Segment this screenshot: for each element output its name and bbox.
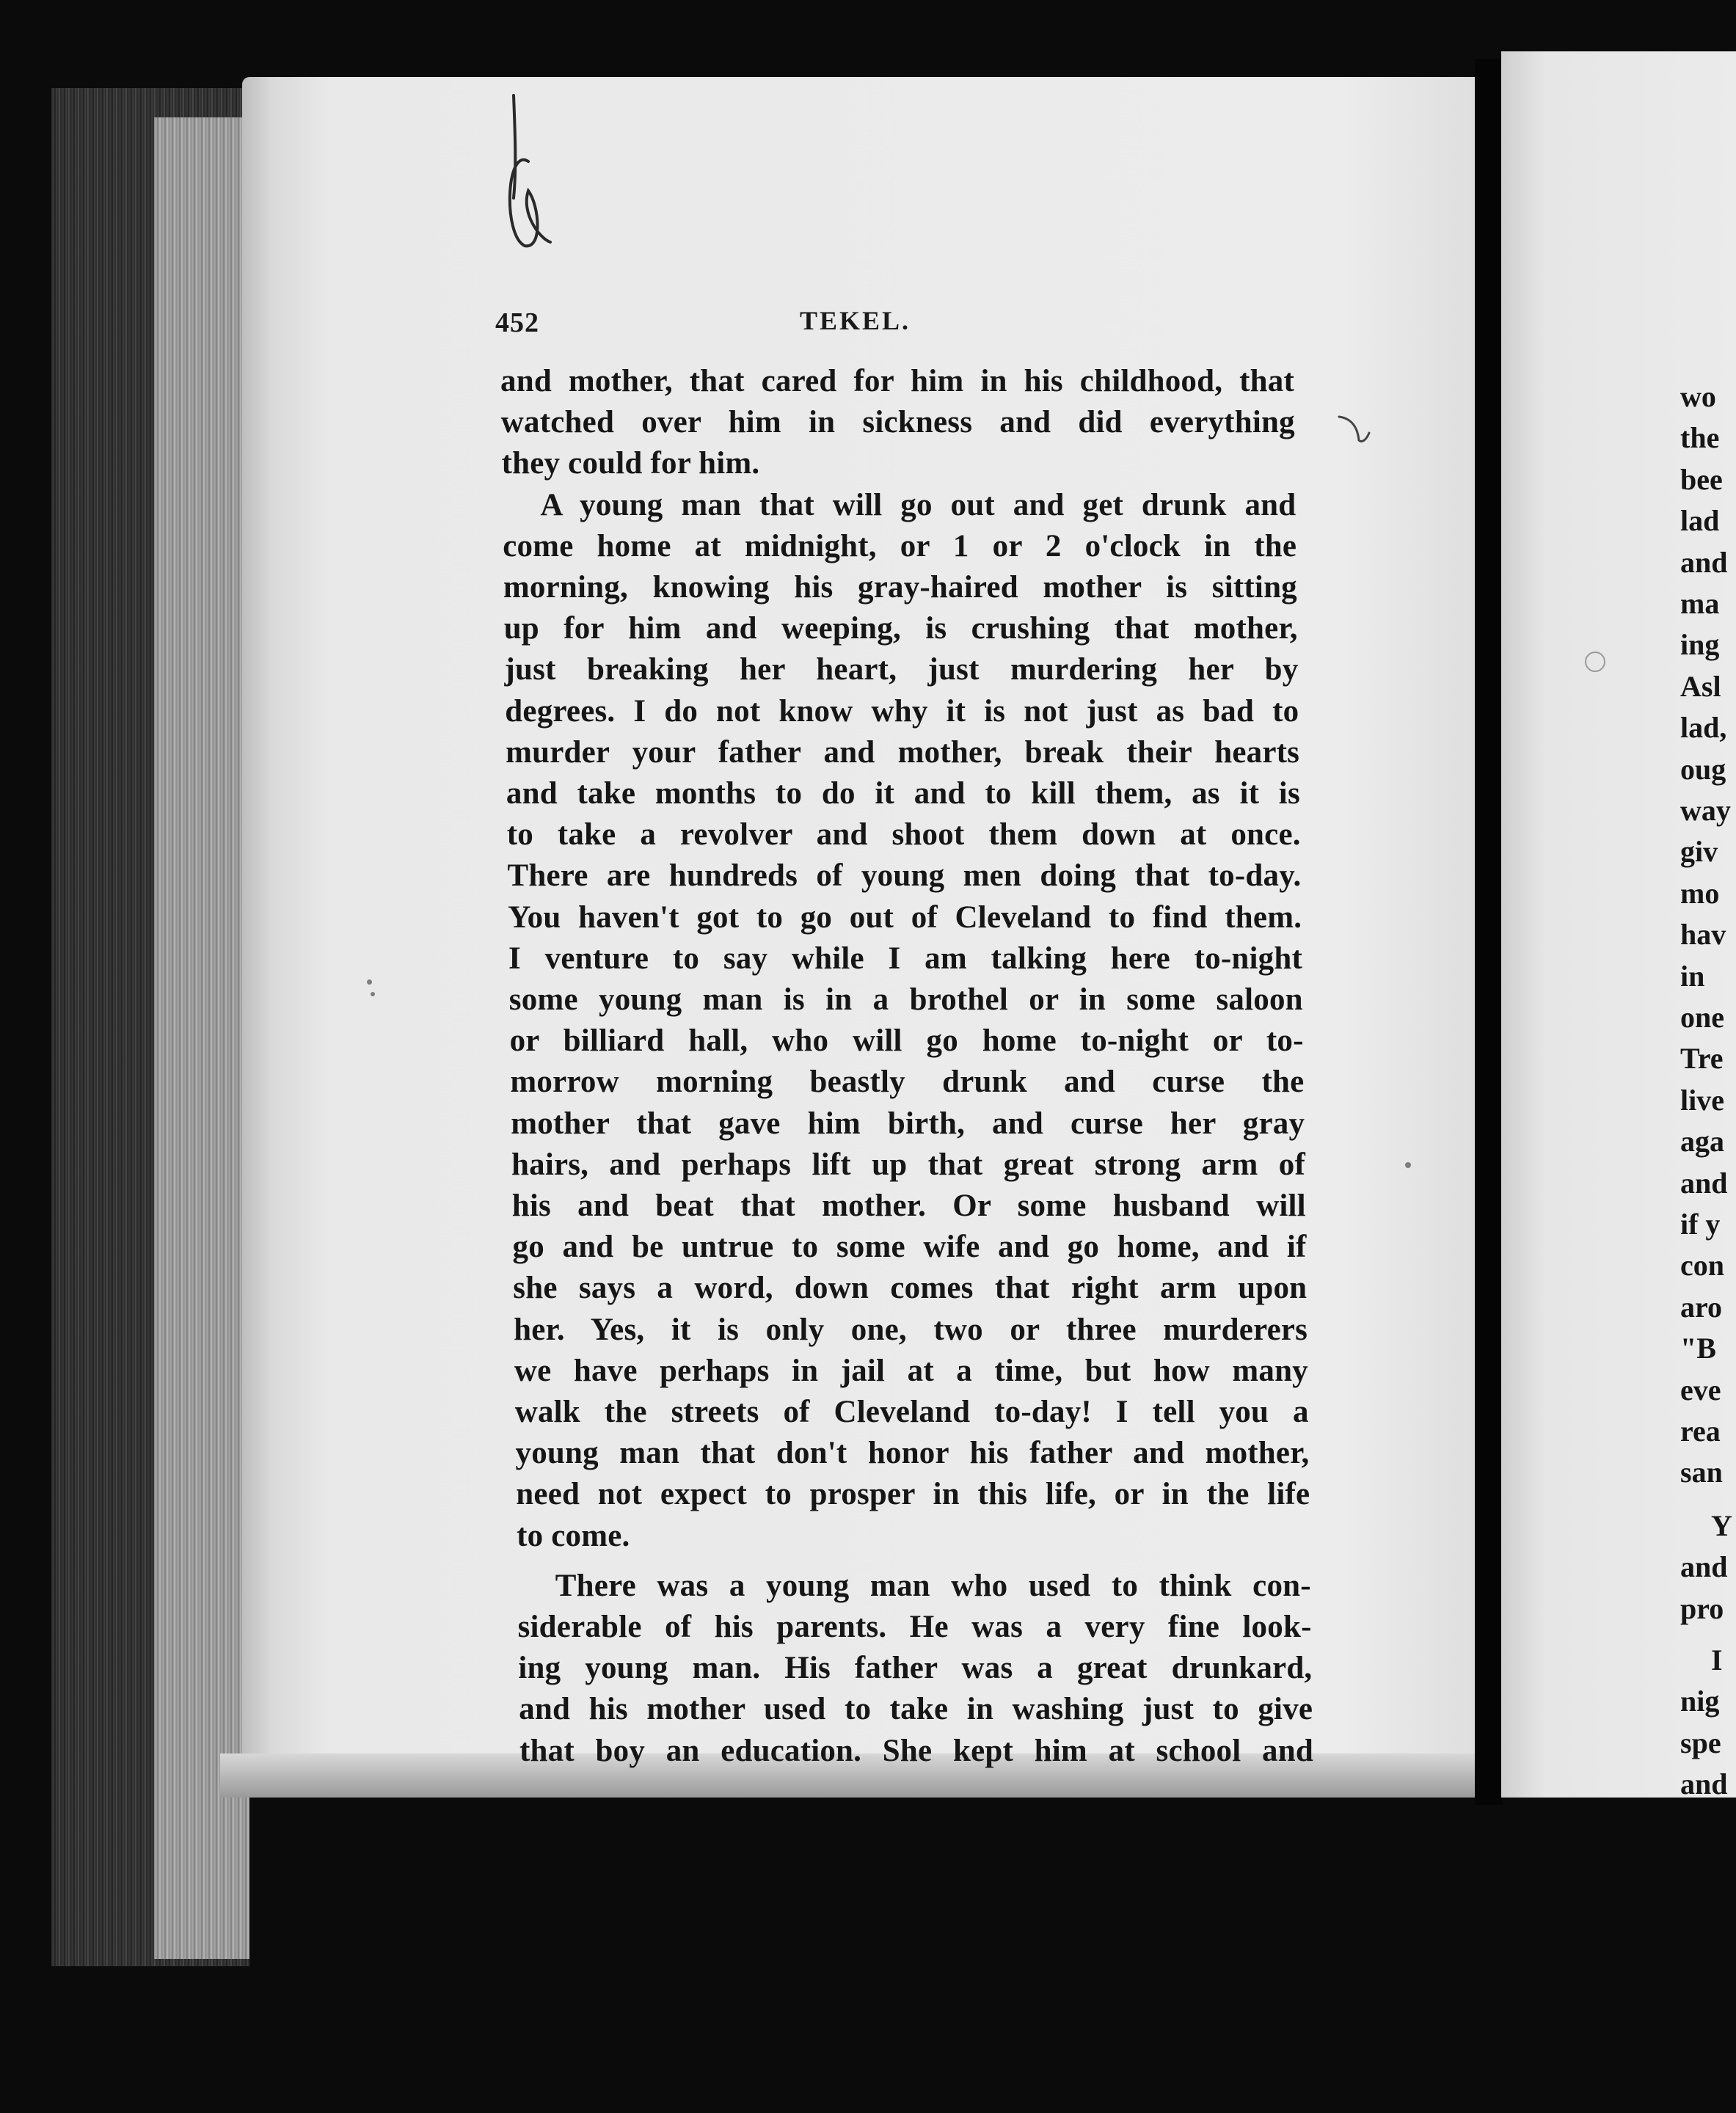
text-line: and his mother used to take in washing just to give [519,1692,1313,1727]
text-line: up for him and weeping, is crushing that mother, [503,611,1298,646]
text-line: they could for him. [501,446,760,481]
right-page-line-fragment: and [1680,1550,1728,1584]
book-gutter [1475,59,1503,1805]
right-page-line-fragment: eve [1680,1373,1721,1406]
right-page-line-fragment: and [1680,545,1728,579]
right-page-line-fragment: lad [1680,504,1720,538]
dust-speck [371,992,375,996]
right-page-line-fragment: live [1680,1083,1724,1117]
right-page-line-fragment: Tre [1680,1042,1724,1076]
margin-tick-icon [1335,411,1379,448]
right-page-line-fragment: lad, [1680,711,1727,745]
right-page-line-fragment: wo [1680,380,1716,413]
right-page-line-fragment: aro [1680,1290,1723,1324]
right-page-line-fragment: the [1680,421,1720,455]
text-line: to come. [517,1518,630,1553]
right-page-line-fragment: ing [1680,628,1720,662]
text-line: that boy an education. She kept him at school and [519,1733,1313,1768]
page-number: 452 [495,307,539,338]
right-page-line-fragment: rea [1680,1415,1721,1448]
right-page-line-fragment: and [1680,1767,1728,1801]
right-page-line-fragment: ma [1680,587,1720,620]
right-page-line-fragment: pro [1680,1591,1724,1625]
right-page-line-fragment: san [1680,1456,1723,1489]
text-line: morning, knowing his gray-haired mother is sitting [503,570,1297,605]
text-line: A young man that will go out and get drunk and [540,487,1296,522]
text-line: watched over him in sickness and did everything [500,405,1295,440]
right-page-line-fragment: con [1680,1249,1724,1282]
right-page-line-fragment: Asl [1680,669,1721,703]
text-line: siderable of his parents. He was a very fine look- [517,1610,1312,1644]
text-line: There are hundreds of young men doing that to-day. [507,858,1302,894]
text-line: she says a word, down comes that right arm upon [513,1271,1308,1306]
right-page-line-fragment: hav [1680,918,1726,952]
text-line: mother that gave him birth, and curse her gray [511,1106,1305,1141]
text-line: need not expect to prosper in this life, or in the life [516,1477,1310,1512]
right-page-line-fragment: in [1680,959,1705,993]
right-page-line-fragment: giv [1680,835,1718,869]
right-page-line-fragment: one [1680,1001,1724,1034]
book-page-edges-highlight [154,117,249,1959]
text-line: young man that don't honor his father and mother, [515,1436,1310,1471]
right-page-line-fragment: spe [1680,1726,1721,1759]
text-line: his and beat that mother. Or some husband will [511,1189,1306,1223]
text-line: to take a revolver and shoot them down at once. [506,817,1301,853]
text-line: we have perhaps in jail at a time, but how many [514,1353,1308,1388]
text-line: and mother, that cared for him in his childhood, that [500,364,1294,398]
text-line: just breaking her heart, just murdering her by [504,652,1299,687]
text-line: You haven't got to go out of Cleveland to find them. [508,899,1302,935]
dust-speck [367,979,372,985]
text-line: go and be untrue to some wife and go home, and if [512,1230,1307,1265]
right-page-line-fragment: oug [1680,752,1726,786]
text-line: or billiard hall, who will go home to-night or to- [509,1023,1304,1059]
right-page-line-fragment: bee [1680,462,1723,496]
text-line: hairs, and perhaps lift up that great strong arm of [511,1147,1305,1182]
right-page-line-fragment: Y [1711,1508,1732,1542]
right-page-line-fragment: and [1680,1166,1728,1200]
right-page-line-fragment: nig [1680,1685,1720,1718]
dust-speck [1405,1162,1411,1168]
right-page-line-fragment: "B [1680,1332,1716,1365]
right-page-line-fragment: I [1711,1643,1723,1676]
right-page-line-fragment: way [1680,794,1731,827]
text-line: degrees. I do not know why it is not just as bad to [505,693,1299,729]
text-line: There was a young man who used to think con- [555,1568,1311,1603]
right-page-line-fragment: aga [1680,1125,1724,1158]
right-page-line-fragment: if y [1680,1208,1721,1241]
text-line: I venture to say while I am talking here to-night [508,941,1302,976]
text-line: some young man is in a brothel or in some saloon [508,982,1303,1017]
text-line: and take months to do it and to kill them, as it is [506,776,1300,811]
text-line: morrow morning beastly drunk and curse the [510,1065,1305,1100]
text-line: her. Yes, it is only one, two or three murderers [514,1312,1308,1347]
dust-speck [1585,652,1605,672]
text-line: murder your father and mother, break their hearts [506,734,1300,770]
running-title: TEKEL. [800,306,911,335]
pencil-mark-icon [484,88,572,257]
text-line: ing young man. His father was a great drunkard, [518,1651,1313,1686]
text-line: come home at midnight, or 1 or 2 o'clock in the [503,528,1297,563]
text-line: walk the streets of Cleveland to-day! I tell you a [514,1395,1309,1429]
right-page-line-fragment: mo [1680,876,1720,910]
